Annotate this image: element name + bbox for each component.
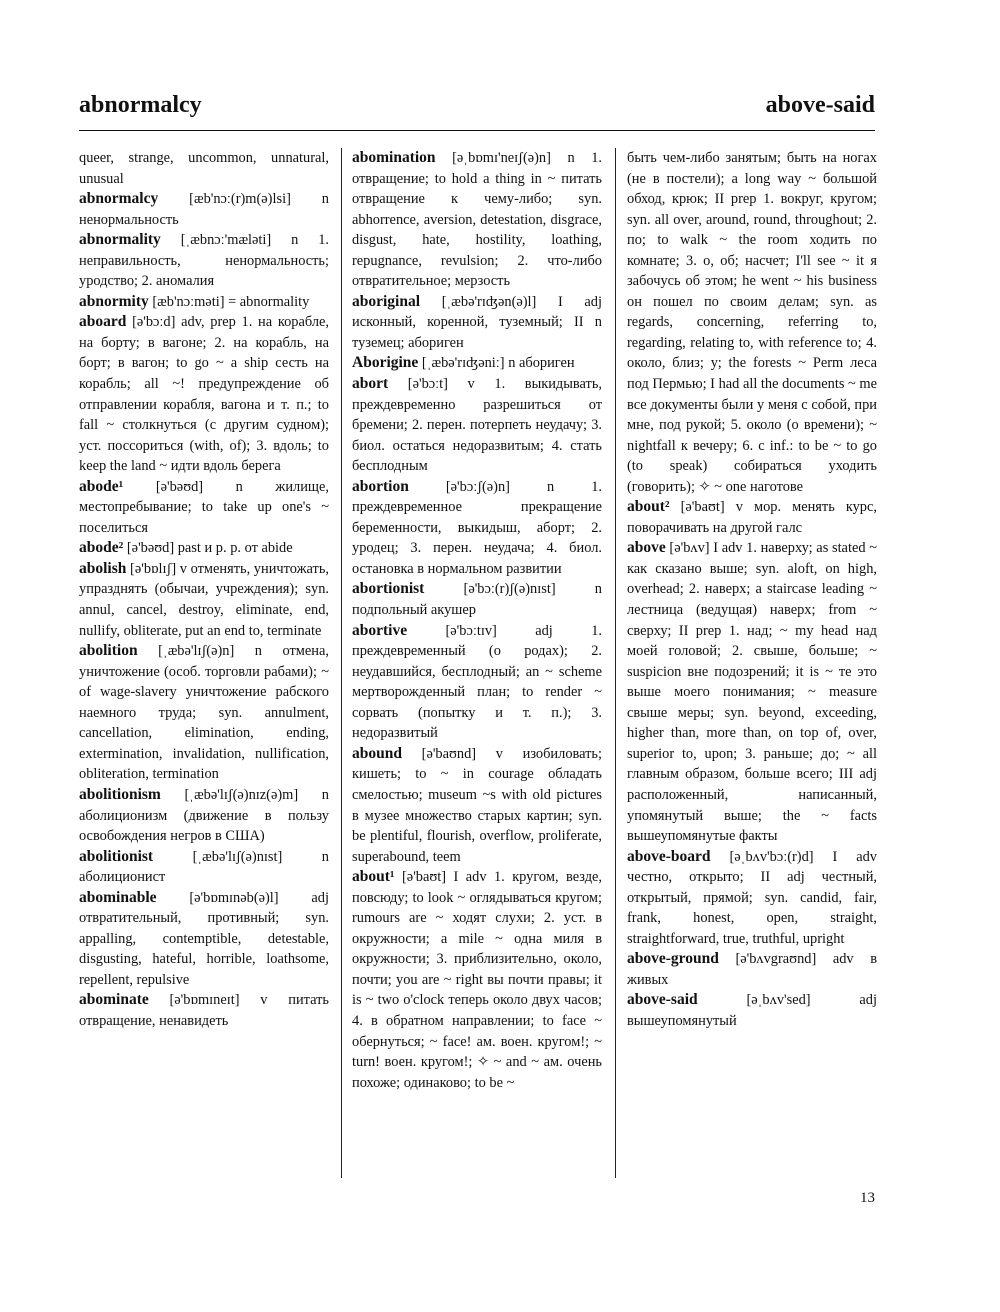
entry-text: [ə'bɒmɪnəb(ə)l] adj отвратительный, противный; syn. appalling, contemptible, detestable, disgusting, hateful, horrible, loathsome, repellent, repulsive [79,889,329,988]
entry-text: [ˌæbə'lɪʃ(ə)n] n отмена, уничтожение (особ. торговли рабами); ~ of wage-slavery уничтожение рабского наемного труда; syn. annulment, cancellation, elimination, ending, extermination, invalidation, nullification, obliteration, termination [79,643,329,783]
entry-text: [ˌæbə'rɪʤən(ə)l] I adj исконный, коренной, туземный; II n туземец; абориген [352,293,602,351]
entry-headword: abnormality [79,231,161,249]
running-header [79,92,875,128]
entry [79,477,329,539]
entry-headword: abound [352,744,402,762]
column-1 [79,148,329,1032]
entry-headword: abolitionist [79,847,154,865]
entry-headword: above-said [627,991,698,1009]
entry-text: [ˌæbnɔː'mæləti] n 1. неправильность, ненормальность; уродство; 2. аномалия [79,232,329,290]
entry-text: быть чем-либо занятым; быть на ногах (не в постели); a long way ~ большой обход, крюк; II prep 1. вокруг, кругом; syn. all over, around, round, throughout; 2. по; to walk ~ the room ходить по комнате; 3. о, об; насчет; I'll see ~ it я забочусь об этом; he went ~ his business он пошел по своим делам; syn. as regards, concerning, referring to, regarding, relating to, with reference to; 4. около, близ; у; the forests ~ Perm леса под Пермью; I had all the documents ~ me все документы были у меня с собой, при мне, под рукой; 5. около (о времени); ~ nightfall к вечеру; 6. с inf.: to be ~ to go (to speak) собираться уходить (говорить); ✧ ~ one наготове [627,150,878,495]
entry-headword: abomination [352,149,436,166]
column-divider [341,148,342,1178]
column-2 [352,148,602,1093]
entry-headword: about¹ [352,868,395,886]
entry-text: [ə'bʌvgraʊnd] adv в живых [627,951,877,988]
entry [627,949,877,990]
entry [79,230,329,292]
entry [352,148,602,292]
entry [352,374,602,477]
entry-text: [ə'bɔːd] adv, prep 1. на корабле, на борту; в вагоне; 2. на корабль, на борт; в вагон; to go ~ a ship сесть на корабль; all ~! предупреждение об отправлении корабля, вагона и т. п.; to fall ~ столкнуться (с другим судном); уст. поссориться (with, of); 3. вдоль; to keep the land ~ идти вдоль берега [79,314,329,475]
entry-headword: Aborigine [352,354,419,372]
entry-text: [ə'bɒmɪneɪt] v питать отвращение, ненавидеть [79,992,329,1029]
entry-text: [ˌæbə'lɪʃ(ə)nɪst] n аболиционист [79,848,329,886]
column-3 [627,148,877,1032]
entry-text: [ə'baʊnd] v изобиловать; кишеть; to ~ in courage обладать смелостью; museum ~s with old pictures в музее множество старых картин; syn. be plentiful, flourish, overflow, proliferate, superabound, teem [352,745,602,865]
entry-text: [ˌæbə'lɪʃ(ə)nɪz(ə)m] n аболиционизм (движение в пользу освобождения негров в США) [79,786,329,845]
entry-text: [ə'bɔːʃ(ə)n] n 1. преждевременное прекращение беременности, выкидыш, аборт; 2. уродец; 3. перен. неудача; 4. биол. остановка в нормальном развитии [352,478,602,577]
entry [352,621,602,744]
page-number: 13 [860,1190,875,1206]
entry-headword: abortive [352,621,408,639]
entry-headword: abort [352,375,389,393]
entry-text: [ə'bəʊd] past и p. p. от abide [126,540,293,557]
entry [627,538,877,846]
entry-headword: abolition [79,642,138,660]
entry-headword: above-board [627,847,711,865]
entry [79,148,329,189]
entry-text: [əˌbɒmɪ'neɪʃ(ə)n] n 1. отвращение; to hold a thing in ~ питать отвращение к чему-либо; syn. abhorrence, aversion, detestation, disgrace, disgust, hate, hostility, loathing, repugnance, revulsion; 2. что-либо отвратительное; мерзость [352,150,602,290]
entry [352,477,602,580]
column-divider [615,148,616,1178]
entry [79,847,329,888]
entry-text: [ə'bɔːt] v 1. выкидывать, преждевременно разрешиться от бремени; 2. перен. потерпеть неудачу; 3. биол. остаться недоразвитым; 4. стать бесплодным [352,376,602,475]
entry [79,641,329,785]
entry-headword: abolitionism [79,785,161,803]
entry-headword: aboriginal [352,292,421,310]
header-left-guideword: abnormalcy [79,92,202,118]
entry-text: [ə'bɒlɪʃ] v отменять, уничтожать, упразднять (обычаи, учреждения); syn. annul, cancel, destroy, eliminate, end, nullify, obliterate, put an end to, terminate [79,560,329,639]
entry-headword: above-ground [627,950,719,968]
entry-text: [æb'nɔː(r)m(ə)lsi] n ненормальность [79,191,329,228]
entry-text: [ə'bəʊd] n жилище, местопребывание; to take up one's ~ поселиться [79,478,329,536]
entry-headword: abortionist [352,580,425,598]
header-right-guideword: above-said [765,92,875,118]
entry-headword: aboard [79,313,127,331]
entry [627,847,877,950]
entry-text: queer, strange, uncommon, unnatural, unusual [79,150,329,187]
entry-headword: abortion [352,477,409,495]
entry-headword: abnormalcy [79,190,159,208]
entry-text: [ə'bʌv] I adv 1. наверху; as stated ~ как сказано выше; syn. aloft, on high, overhead; 2. наверх; a staircase leading ~ лестница (ведущая) наверх; from ~ сверху; II prep 1. над; ~ my head над моей головой; 2. свыше, больше; ~ suspicion вне подозрений; it is ~ те это выше моего понимания; ~ measure свыше меры; syn. beyond, exceeding, higher than, more than, on top of, over, superior to, upon; 3. раньше; до; ~ all главным образом, больше всего; III adj расположенный, написанный, упомянутый выше; the ~ facts вышеупомянутые факты [627,540,877,845]
entry-headword: abode¹ [79,477,124,495]
entry-headword: abode² [79,539,124,557]
entry-headword: abnormity [79,292,149,310]
entry-text: [əˌbʌv'sed] adj вышеупомянутый [627,992,877,1029]
entry-text: [ˌæbə'rɪʤəniː] n абориген [421,355,575,372]
entry-text: [æb'nɔːməti] = abnormality [152,293,310,310]
entry [79,888,329,991]
entry [627,148,877,497]
entry [352,579,602,620]
entry [352,744,602,867]
entry-headword: abolish [79,559,127,577]
entry [79,990,329,1031]
entry-text: [ə'bɔː(r)ʃ(ə)nɪst] n подпольный акушер [352,581,602,619]
entry-headword: abominate [79,991,149,1009]
entry [352,292,602,354]
entry-text: [ə'baʊt] v мор. менять курс, поворачивать на другой галс [627,499,877,536]
entry-headword: abominable [79,888,157,906]
header-rule [79,130,875,131]
entry [627,990,877,1031]
entry [79,189,329,230]
entry [79,312,329,476]
entry [79,292,329,313]
entry-text: [ə'bɔːtɪv] adj 1. преждевременный (о родах); 2. неудавшийся, бесплодный; an ~ scheme мертворожденный план; to render ~ сорвать (попытку и т. п.); 3. недоразвитый [352,622,602,742]
entry [79,538,329,559]
entry [627,497,877,538]
entry [352,353,602,374]
entry [79,785,329,847]
entry-text: [ə'baʊt] I adv 1. кругом, везде, повсюду; to look ~ оглядываться кругом; rumours are ~ ходят слухи; 2. уст. в окружности; a mile ~ одна миля в окружности; 3. приблизительно, около, почти; you are ~ right вы почти правы; it is ~ two o'clock теперь около двух часов; 4. в обратном направлении; to face ~ обернуться; ~ face! ам. воен. кругом!; ~ turn! воен. кругом!; ✧ ~ and ~ ам. очень похоже; одинаково; to be ~ [352,869,602,1091]
entry-headword: above [627,539,666,557]
entry-headword: about² [627,498,670,516]
entry [352,867,602,1093]
entry [79,559,329,641]
entry-text: [əˌbʌv'bɔː(r)d] I adv честно, открыто; II adj честный, открытый, прямой; syn. candid, fair, frank, honest, open, straight, straightforward, true, truthful, upright [627,848,877,947]
